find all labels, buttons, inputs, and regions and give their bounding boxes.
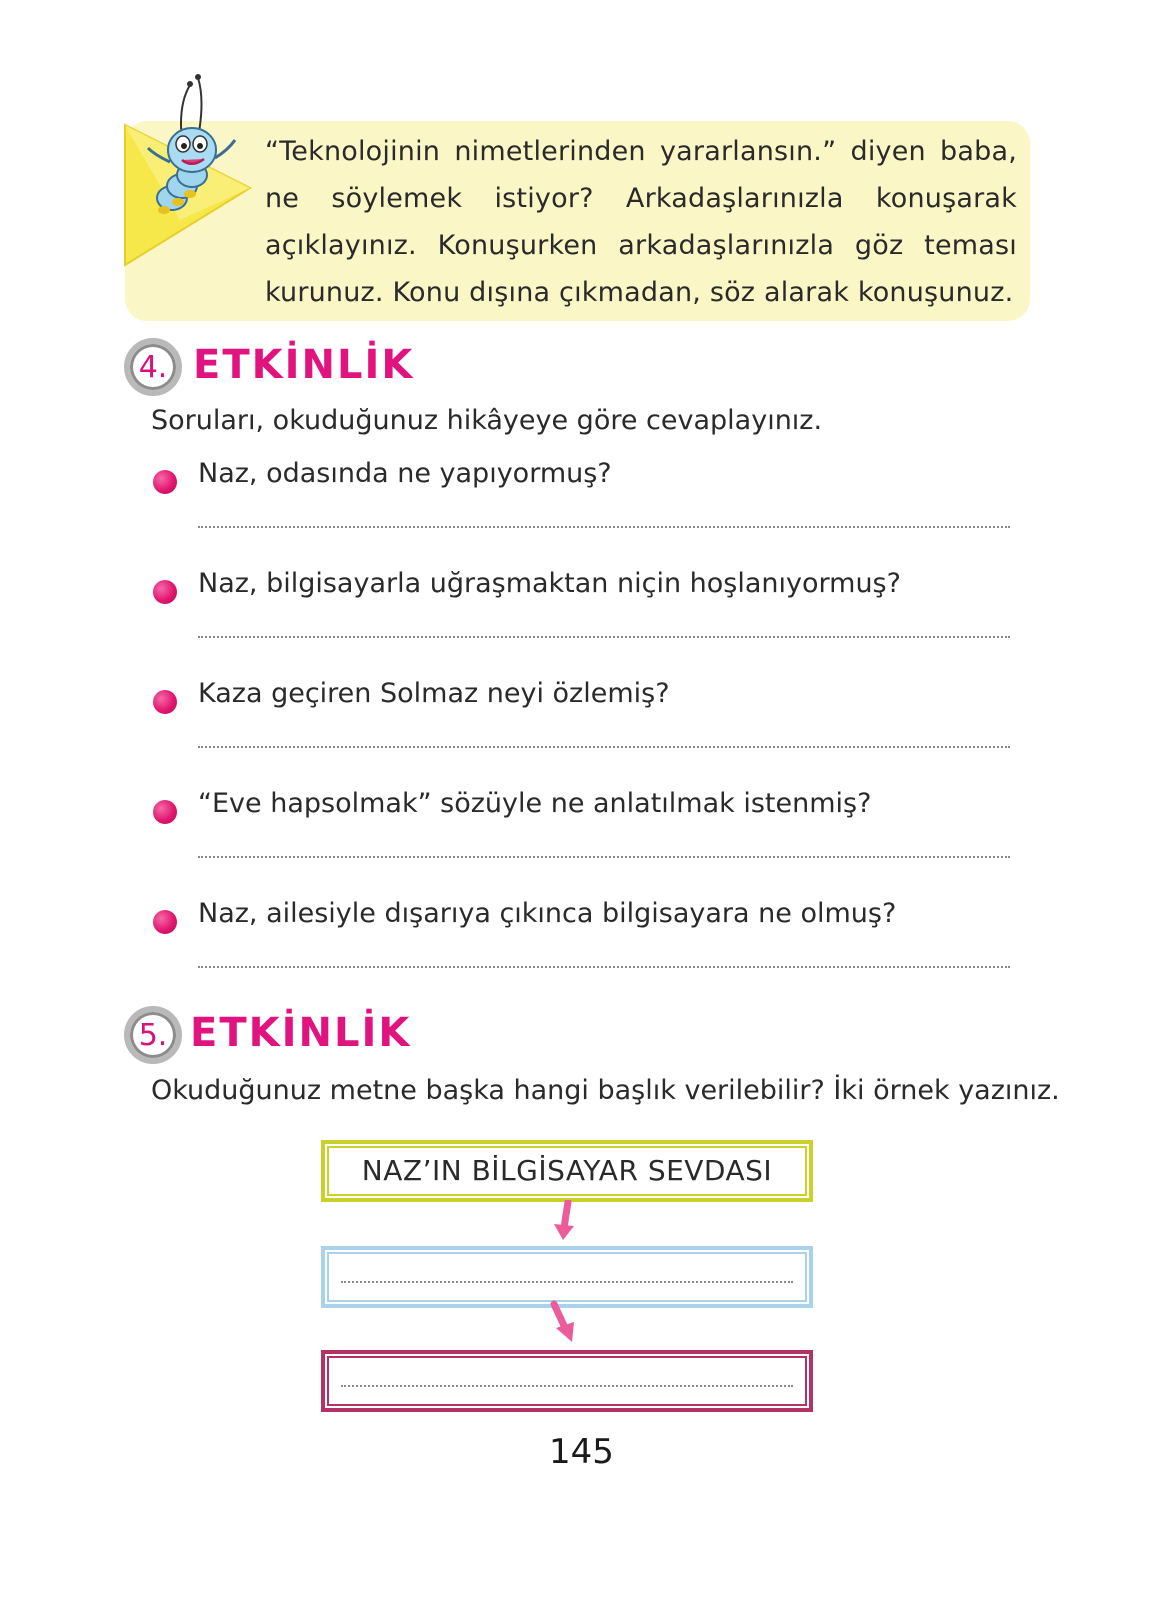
activity-title: ETKİNLİK (193, 342, 415, 388)
discussion-prompt: “Teknolojinin nimetlerinden yararlansın.” diyen baba, ne söylemek istiyor? Arkadaşlarınızla konuşarak açıklayınız. Konuşurken arkadaşlarınızla göz teması kurunuz. Konu dışına çıkmadan, söz alarak konuşunuz. (265, 136, 1017, 308)
bullet-icon (153, 470, 177, 494)
activity-number-badge: 4. (124, 338, 182, 396)
bullet-icon (153, 910, 177, 934)
answer-line[interactable] (341, 1385, 793, 1387)
activity-instruction: Soruları, okuduğunuz hikâyeye göre cevaplayınız. (151, 405, 823, 436)
activity-instruction: Okuduğunuz metne başka hangi başlık verilebilir? İki örnek yazınız. (151, 1075, 1060, 1106)
answer-line[interactable] (198, 746, 1010, 748)
question-text: Kaza geçiren Solmaz neyi özlemiş? (198, 678, 670, 709)
bullet-icon (153, 580, 177, 604)
answer-line[interactable] (198, 856, 1010, 858)
question-text: Naz, bilgisayarla uğraşmaktan niçin hoşlanıyormuş? (198, 568, 901, 599)
activity-number-badge: 5. (124, 1006, 182, 1064)
question-text: “Eve hapsolmak” sözüyle ne anlatılmak istenmiş? (198, 788, 872, 819)
answer-line[interactable] (198, 526, 1010, 528)
arrow-down-icon (548, 1300, 582, 1346)
activity-title: ETKİNLİK (190, 1010, 412, 1056)
answer-line[interactable] (198, 966, 1010, 968)
caterpillar-mascot-icon (120, 70, 260, 270)
arrow-down-icon (550, 1200, 580, 1244)
answer-line[interactable] (341, 1281, 793, 1283)
question-text: Naz, odasında ne yapıyormuş? (198, 458, 612, 489)
title-answer-box-2[interactable] (321, 1350, 813, 1412)
given-title-box (321, 1140, 813, 1202)
bullet-icon (153, 690, 177, 714)
bullet-icon (153, 800, 177, 824)
given-title-text: NAZ’IN BİLGİSAYAR SEVDASI (361, 1154, 773, 1187)
page-number: 145 (549, 1432, 614, 1472)
answer-line[interactable] (198, 636, 1010, 638)
question-text: Naz, ailesiyle dışarıya çıkınca bilgisayara ne olmuş? (198, 898, 897, 929)
title-answer-box-1[interactable] (321, 1246, 813, 1308)
